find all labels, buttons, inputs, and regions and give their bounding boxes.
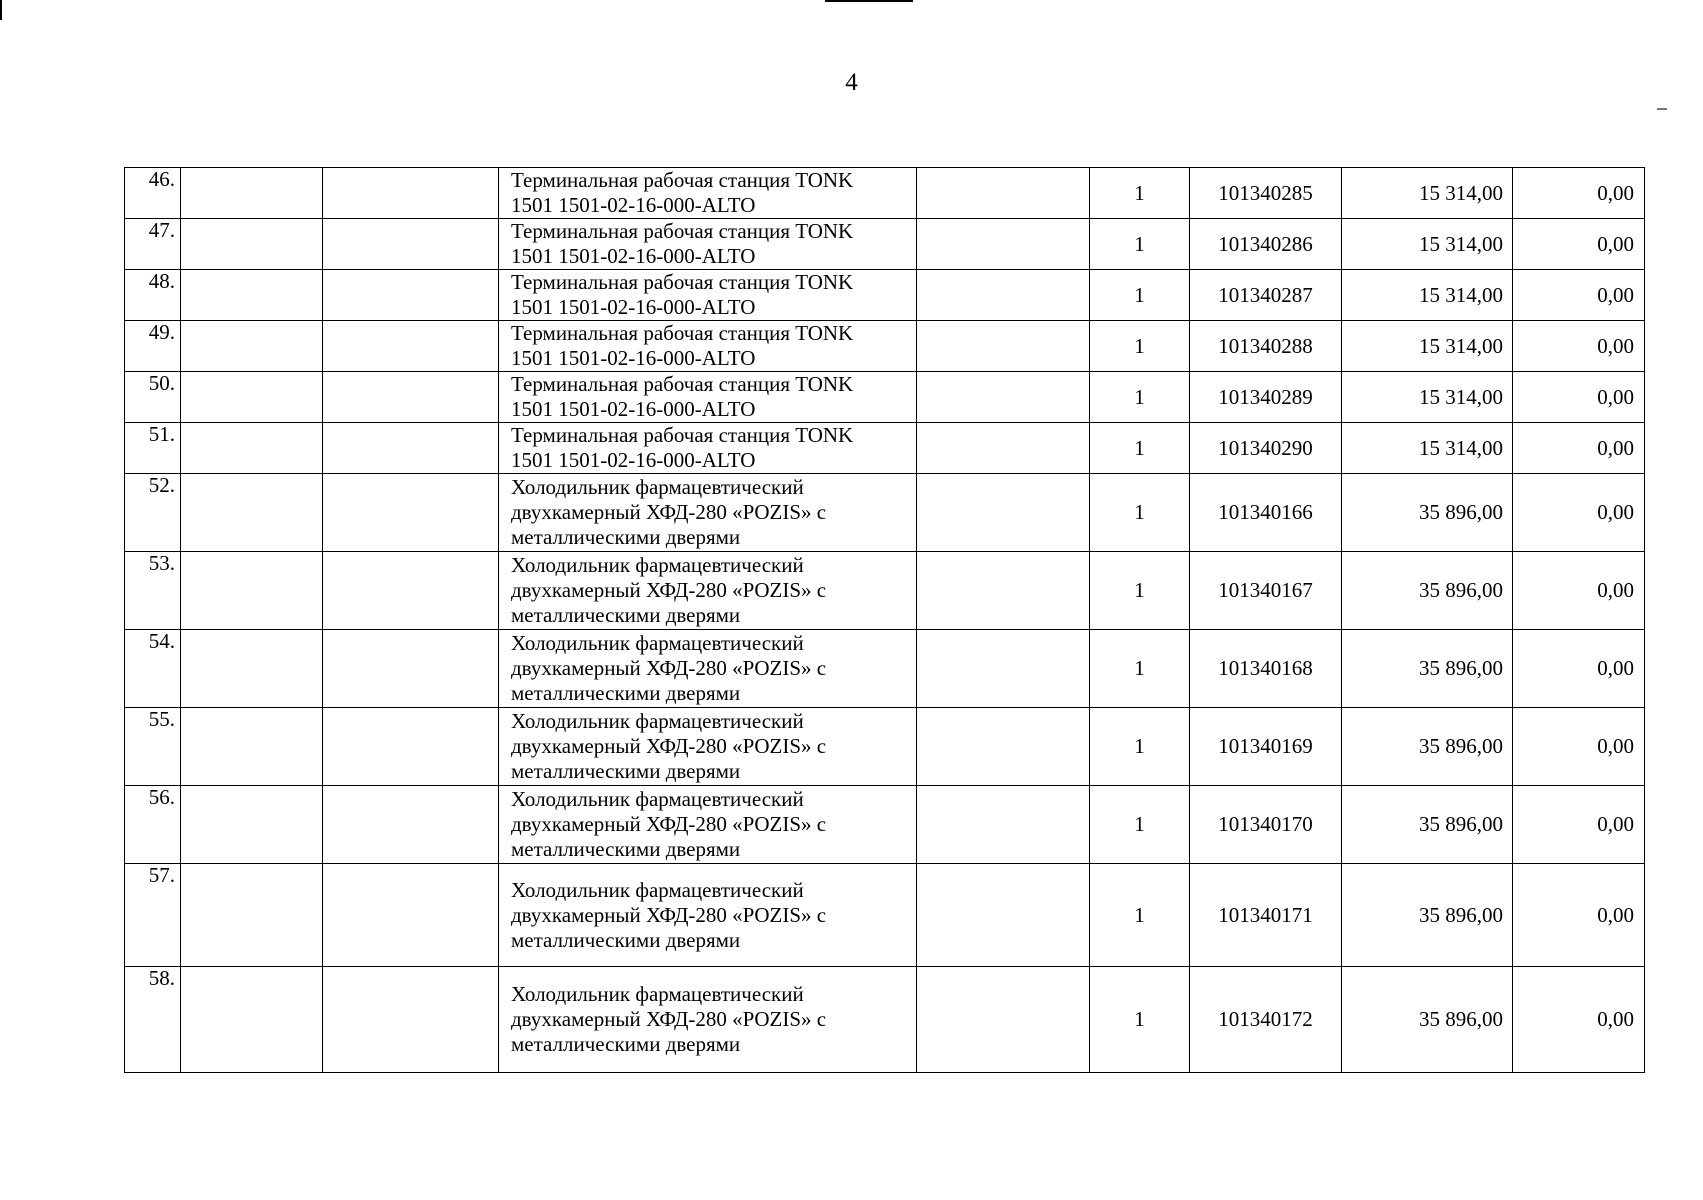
empty-cell	[181, 168, 323, 219]
price-cell: 15 314,00	[1342, 372, 1513, 423]
empty-cell	[917, 967, 1090, 1073]
item-name-line: Терминальная рабочая станция TONK	[511, 321, 854, 345]
residual-value-cell: 0,00	[1513, 967, 1645, 1073]
empty-cell	[323, 864, 499, 967]
item-name-cell	[499, 630, 917, 708]
empty-cell	[181, 270, 323, 321]
quantity-cell: 1	[1090, 270, 1190, 321]
empty-cell	[917, 321, 1090, 372]
quantity-cell: 1	[1090, 786, 1190, 864]
row-number-cell: 48.	[125, 270, 181, 321]
item-name-cell	[499, 864, 917, 967]
residual-value-cell: 0,00	[1513, 474, 1645, 552]
inventory-code-cell: 101340288	[1190, 321, 1342, 372]
empty-cell	[917, 168, 1090, 219]
row-number-cell: 49.	[125, 321, 181, 372]
row-number-cell: 57.	[125, 864, 181, 967]
table-row	[125, 967, 1645, 1073]
price-cell: 35 896,00	[1342, 552, 1513, 630]
scan-dash-mark	[1657, 108, 1667, 110]
table-row	[125, 321, 1645, 372]
empty-cell	[323, 270, 499, 321]
residual-value-cell: 0,00	[1513, 630, 1645, 708]
empty-cell	[323, 630, 499, 708]
inventory-table	[124, 167, 1645, 1073]
row-number-cell: 51.	[125, 423, 181, 474]
inventory-code-cell: 101340286	[1190, 219, 1342, 270]
inventory-code-cell: 101340289	[1190, 372, 1342, 423]
item-name-line: металлическими дверями	[511, 681, 741, 705]
inventory-code-cell: 101340285	[1190, 168, 1342, 219]
item-name-line: Терминальная рабочая станция TONK	[511, 423, 854, 447]
item-name-line: металлическими дверями	[511, 525, 741, 549]
price-cell: 15 314,00	[1342, 219, 1513, 270]
item-name-line: двухкамерный ХФД-280 «POZIS» с	[511, 1007, 827, 1031]
item-name-cell	[499, 372, 917, 423]
empty-cell	[917, 270, 1090, 321]
price-cell: 15 314,00	[1342, 321, 1513, 372]
item-name-line: Холодильник фармацевтический	[511, 982, 804, 1006]
empty-cell	[181, 864, 323, 967]
item-name-cell	[499, 552, 917, 630]
empty-cell	[181, 552, 323, 630]
inventory-code-cell: 101340290	[1190, 423, 1342, 474]
item-name-cell	[499, 270, 917, 321]
quantity-cell: 1	[1090, 372, 1190, 423]
item-name-line: Холодильник фармацевтический	[511, 553, 804, 577]
residual-value-cell: 0,00	[1513, 552, 1645, 630]
table-row	[125, 474, 1645, 552]
item-name-cell	[499, 967, 917, 1073]
price-cell: 35 896,00	[1342, 474, 1513, 552]
item-name-cell	[499, 219, 917, 270]
quantity-cell: 1	[1090, 423, 1190, 474]
empty-cell	[181, 423, 323, 474]
empty-cell	[181, 786, 323, 864]
item-name-line: металлическими дверями	[511, 603, 741, 627]
item-name-line: 1501 1501-02-16-000-ALTO	[511, 397, 756, 421]
row-number-cell: 53.	[125, 552, 181, 630]
empty-cell	[323, 786, 499, 864]
empty-cell	[323, 168, 499, 219]
item-name-line: 1501 1501-02-16-000-ALTO	[511, 244, 756, 268]
price-cell: 35 896,00	[1342, 630, 1513, 708]
item-name-line: металлическими дверями	[511, 927, 741, 952]
item-name-line: Холодильник фармацевтический	[511, 877, 804, 902]
empty-cell	[323, 372, 499, 423]
page-number: 4	[845, 69, 858, 96]
row-number-cell: 52.	[125, 474, 181, 552]
item-name-cell	[499, 786, 917, 864]
table-row	[125, 630, 1645, 708]
table-row	[125, 372, 1645, 423]
scan-edge-mark	[0, 0, 2, 20]
table-row	[125, 786, 1645, 864]
empty-cell	[181, 321, 323, 372]
empty-cell	[181, 474, 323, 552]
empty-cell	[323, 219, 499, 270]
item-name-line: 1501 1501-02-16-000-ALTO	[511, 193, 756, 217]
empty-cell	[917, 219, 1090, 270]
residual-value-cell: 0,00	[1513, 321, 1645, 372]
item-name-line: Холодильник фармацевтический	[511, 787, 804, 811]
price-cell: 15 314,00	[1342, 168, 1513, 219]
item-name-line: Терминальная рабочая станция TONK	[511, 219, 854, 243]
inventory-code-cell: 101340167	[1190, 552, 1342, 630]
scan-top-mark	[825, 0, 913, 2]
row-number-cell: 46.	[125, 168, 181, 219]
price-cell: 15 314,00	[1342, 270, 1513, 321]
item-name-line: двухкамерный ХФД-280 «POZIS» с	[511, 734, 827, 758]
inventory-code-cell: 101340287	[1190, 270, 1342, 321]
residual-value-cell: 0,00	[1513, 270, 1645, 321]
residual-value-cell: 0,00	[1513, 219, 1645, 270]
item-name-cell	[499, 708, 917, 786]
empty-cell	[323, 321, 499, 372]
table-row	[125, 219, 1645, 270]
item-name-cell	[499, 168, 917, 219]
row-number-cell: 47.	[125, 219, 181, 270]
price-cell: 35 896,00	[1342, 708, 1513, 786]
item-name-line: металлическими дверями	[511, 1032, 741, 1056]
item-name-line: Холодильник фармацевтический	[511, 709, 804, 733]
empty-cell	[181, 219, 323, 270]
row-number-cell: 55.	[125, 708, 181, 786]
empty-cell	[181, 630, 323, 708]
empty-cell	[917, 552, 1090, 630]
quantity-cell: 1	[1090, 864, 1190, 967]
item-name-line: металлическими дверями	[511, 837, 741, 861]
item-name-line: Холодильник фармацевтический	[511, 475, 804, 499]
item-name-line: двухкамерный ХФД-280 «POZIS» с	[511, 812, 827, 836]
price-cell: 35 896,00	[1342, 786, 1513, 864]
item-name-line: Терминальная рабочая станция TONK	[511, 372, 854, 396]
table-row	[125, 708, 1645, 786]
inventory-code-cell: 101340171	[1190, 864, 1342, 967]
table-row	[125, 168, 1645, 219]
empty-cell	[181, 708, 323, 786]
empty-cell	[917, 708, 1090, 786]
empty-cell	[917, 864, 1090, 967]
quantity-cell: 1	[1090, 630, 1190, 708]
quantity-cell: 1	[1090, 474, 1190, 552]
empty-cell	[323, 967, 499, 1073]
item-name-line: металлическими дверями	[511, 759, 741, 783]
quantity-cell: 1	[1090, 168, 1190, 219]
price-cell: 35 896,00	[1342, 864, 1513, 967]
table-row	[125, 864, 1645, 967]
row-number-cell: 58.	[125, 967, 181, 1073]
inventory-code-cell: 101340166	[1190, 474, 1342, 552]
quantity-cell: 1	[1090, 708, 1190, 786]
table-row	[125, 423, 1645, 474]
inventory-code-cell: 101340168	[1190, 630, 1342, 708]
price-cell: 15 314,00	[1342, 423, 1513, 474]
item-name-line: 1501 1501-02-16-000-ALTO	[511, 295, 756, 319]
price-cell: 35 896,00	[1342, 967, 1513, 1073]
empty-cell	[917, 474, 1090, 552]
residual-value-cell: 0,00	[1513, 786, 1645, 864]
residual-value-cell: 0,00	[1513, 864, 1645, 967]
table-row	[125, 270, 1645, 321]
item-name-line: Холодильник фармацевтический	[511, 631, 804, 655]
empty-cell	[323, 423, 499, 474]
empty-cell	[323, 552, 499, 630]
inventory-code-cell: 101340172	[1190, 967, 1342, 1073]
item-name-line: 1501 1501-02-16-000-ALTO	[511, 346, 756, 370]
item-name-line: Терминальная рабочая станция TONK	[511, 270, 854, 294]
empty-cell	[917, 372, 1090, 423]
empty-cell	[917, 630, 1090, 708]
empty-cell	[917, 423, 1090, 474]
quantity-cell: 1	[1090, 321, 1190, 372]
empty-cell	[181, 967, 323, 1073]
item-name-line: двухкамерный ХФД-280 «POZIS» с	[511, 656, 827, 680]
item-name-line: двухкамерный ХФД-280 «POZIS» с	[511, 902, 827, 927]
empty-cell	[323, 474, 499, 552]
table-body	[125, 168, 1645, 1073]
residual-value-cell: 0,00	[1513, 708, 1645, 786]
residual-value-cell: 0,00	[1513, 423, 1645, 474]
item-name-cell	[499, 474, 917, 552]
quantity-cell: 1	[1090, 967, 1190, 1073]
inventory-code-cell: 101340170	[1190, 786, 1342, 864]
empty-cell	[917, 786, 1090, 864]
item-name-line: 1501 1501-02-16-000-ALTO	[511, 448, 756, 472]
empty-cell	[323, 708, 499, 786]
residual-value-cell: 0,00	[1513, 168, 1645, 219]
row-number-cell: 56.	[125, 786, 181, 864]
row-number-cell: 54.	[125, 630, 181, 708]
inventory-code-cell: 101340169	[1190, 708, 1342, 786]
quantity-cell: 1	[1090, 219, 1190, 270]
item-name-cell	[499, 321, 917, 372]
quantity-cell: 1	[1090, 552, 1190, 630]
item-name-cell	[499, 423, 917, 474]
item-name-line: двухкамерный ХФД-280 «POZIS» с	[511, 500, 827, 524]
item-name-line: двухкамерный ХФД-280 «POZIS» с	[511, 578, 827, 602]
empty-cell	[181, 372, 323, 423]
residual-value-cell: 0,00	[1513, 372, 1645, 423]
table-row	[125, 552, 1645, 630]
row-number-cell: 50.	[125, 372, 181, 423]
item-name-line: Терминальная рабочая станция TONK	[511, 168, 854, 192]
